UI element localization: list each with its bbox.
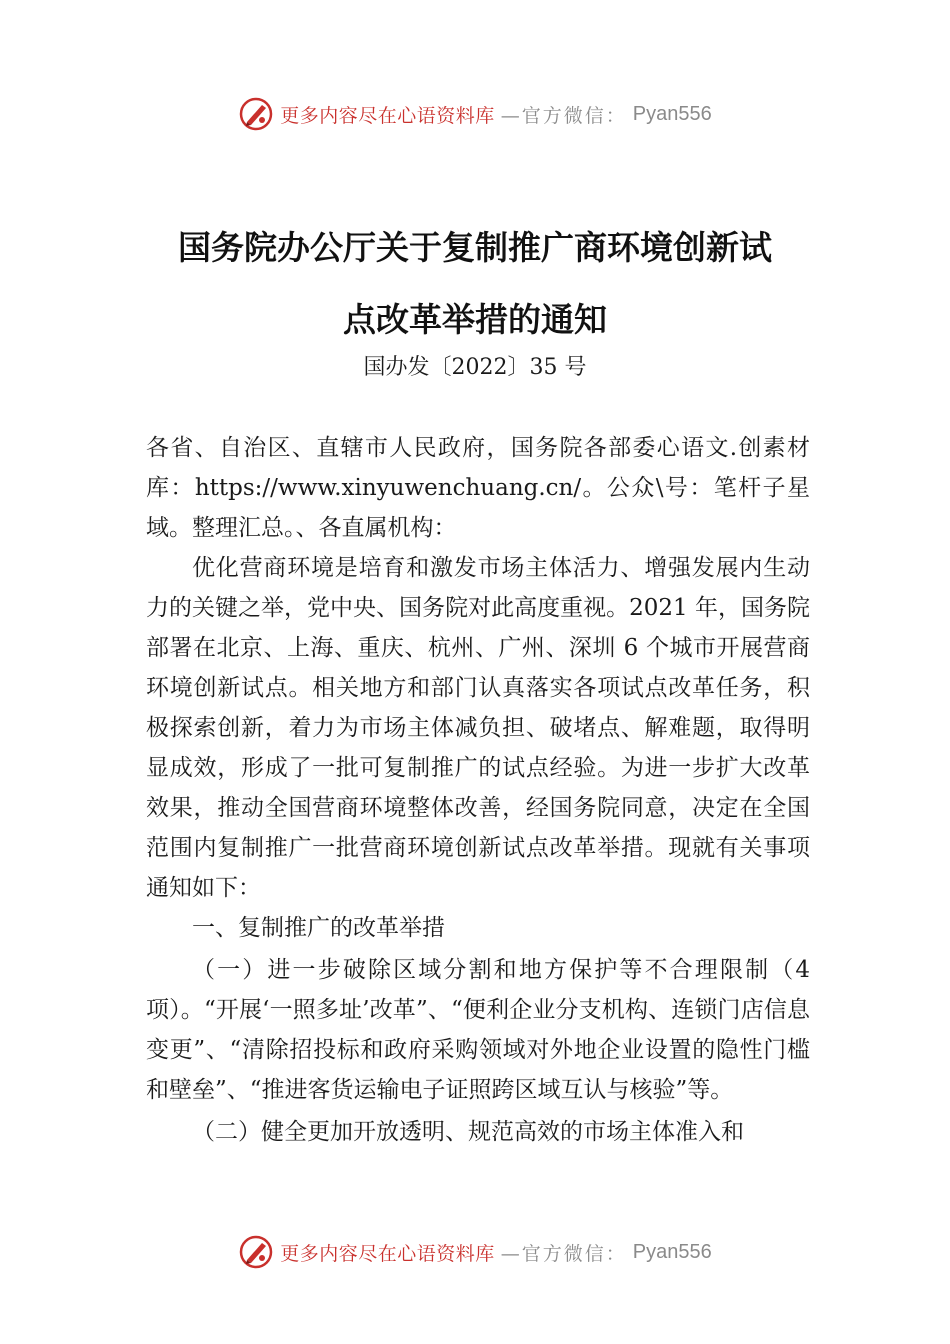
pen-seal-icon bbox=[238, 1234, 274, 1270]
document-title-line-2: 点改革举措的通知 bbox=[343, 300, 607, 339]
body-paragraph: 优化营商环境是培育和激发市场主体活力、增强发展内生动力的关键之举，党中央、国务院对此高度重视。2021 年，国务院部署在北京、上海、重庆、杭州、广州、深圳 6 个城市开展营商环境创新试点。相关地方和部门认真落实各项试点改革任务，积极探索创新，着力为市场主体减负担、破堵点、解难题，取得明显成效，形成了一批可复制推广的试点经验。为进一步扩大改革效果，推动全国营商环境整体改善，经国务院同意，决定在全国范围内复制推广一批营商环境创新试点改革举措。现就有关事项通知如下： bbox=[146, 555, 810, 901]
watermark-header bbox=[0, 92, 950, 136]
watermark-account: Pyan556 bbox=[632, 102, 712, 125]
watermark-separator: —官方微信： bbox=[500, 1242, 627, 1265]
watermark-separator: —官方微信： bbox=[500, 104, 627, 127]
addressee-paragraph: 各省、自治区、直辖市人民政府，国务院各部委心语文.创素材库：https://www.xinyuwenchuang.cn/。公众\号：笔杆子星域。整理汇总。、各直属机构： bbox=[146, 435, 810, 541]
body-paragraph: （二）健全更加开放透明、规范高效的市场主体准入和 bbox=[192, 1119, 744, 1145]
document-body bbox=[146, 428, 810, 1152]
body-paragraph: （一）进一步破除区域分割和地方保护等不合理限制（4 项）。“开展‘一照多址’改革”、“便利企业分支机构、连锁门店信息变更”、“清除招投标和政府采购领域对外地企业设置的隐性门槛和壁垒”、“推进客货运输电子证照跨区域互认与核验”等。 bbox=[146, 957, 810, 1103]
document-number: 国办发〔2022〕35 号 bbox=[363, 355, 587, 380]
document-title-line-1: 国务院办公厅关于复制推广商环境创新试 bbox=[178, 228, 772, 267]
section-heading: 一、复制推广的改革举措 bbox=[192, 915, 445, 941]
watermark-account: Pyan556 bbox=[632, 1240, 712, 1263]
watermark-main-text: 更多内容尽在心语资料库 bbox=[280, 1242, 495, 1265]
pen-seal-icon bbox=[238, 96, 274, 132]
watermark-footer bbox=[0, 1230, 950, 1274]
watermark-main-text: 更多内容尽在心语资料库 bbox=[280, 104, 495, 127]
